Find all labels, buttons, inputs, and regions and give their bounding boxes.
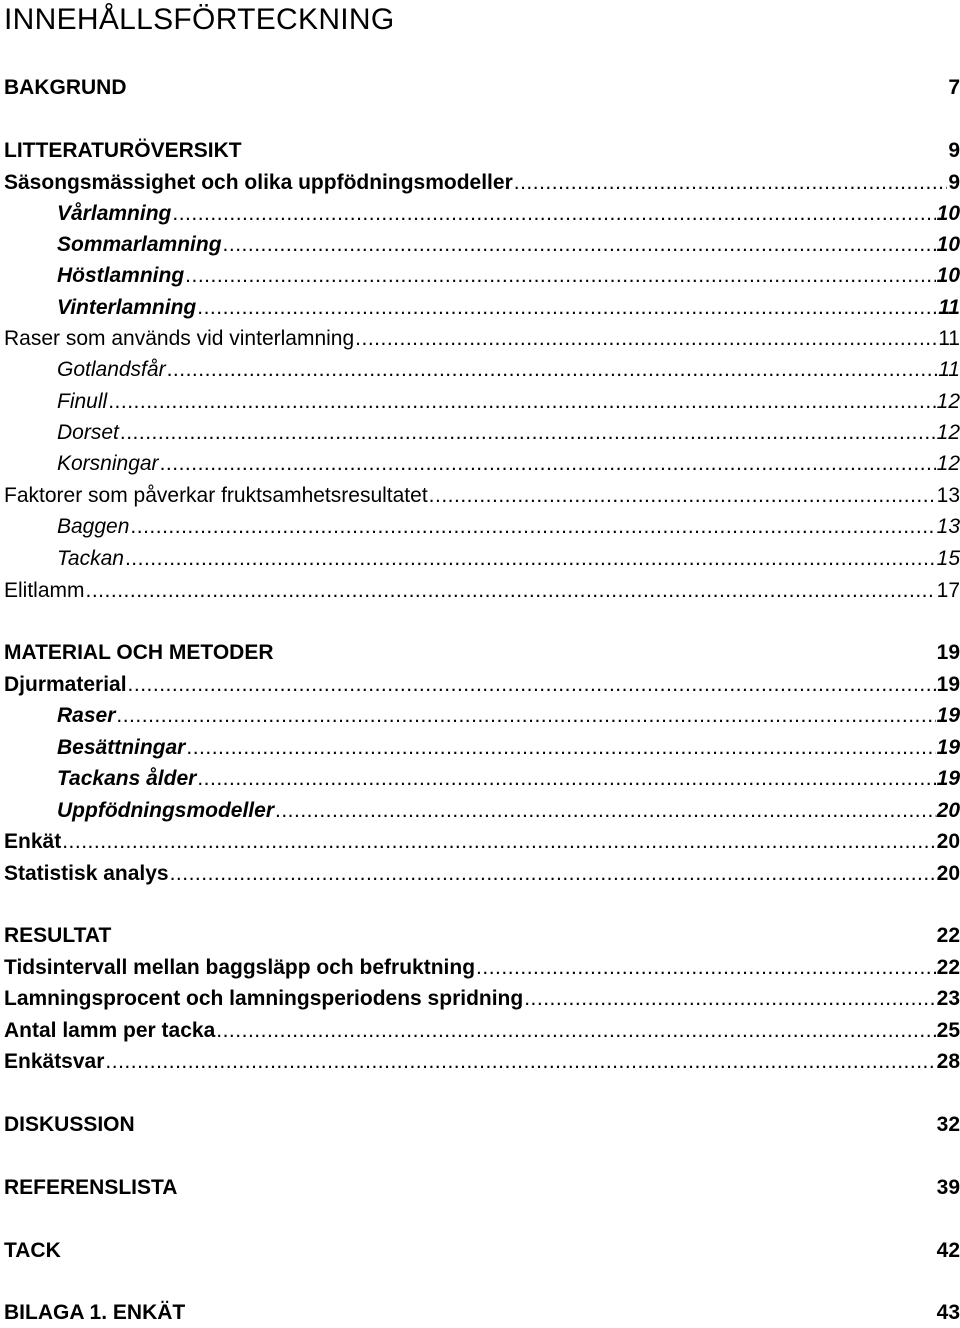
toc-entry-label: Finull xyxy=(57,390,108,413)
toc-section-diskussion[interactable] xyxy=(4,1109,960,1140)
toc-page-number: 19 xyxy=(936,673,960,696)
toc-entry[interactable] xyxy=(4,292,960,323)
toc-page-number: 13 xyxy=(936,515,960,538)
toc-page-number: 32 xyxy=(936,1113,960,1136)
toc-entry[interactable] xyxy=(4,198,960,229)
toc-page-number: 10 xyxy=(936,264,960,287)
toc-entry-label: Elitlamm xyxy=(4,579,85,602)
toc-page-number: 19 xyxy=(936,641,960,664)
toc-page-number: 12 xyxy=(936,452,960,475)
toc-page-number: 19 xyxy=(936,767,960,790)
toc-entry-label: Korsningar xyxy=(57,452,159,475)
toc-page-number: 19 xyxy=(936,704,960,727)
toc-leader-dots xyxy=(120,417,936,448)
toc-leader-dots xyxy=(62,826,935,857)
toc-leader-dots xyxy=(197,763,935,794)
toc-leader-dots xyxy=(170,858,936,889)
toc-page-number: 23 xyxy=(936,987,960,1010)
toc-entry[interactable] xyxy=(4,700,960,731)
toc-entry-label: Tackans ålder xyxy=(57,767,197,790)
toc-page-number: 17 xyxy=(936,579,960,602)
toc-entry[interactable] xyxy=(4,323,960,354)
toc-page-number: 11 xyxy=(938,296,960,319)
toc-leader-dots xyxy=(128,669,936,700)
toc-page-number: 7 xyxy=(948,76,960,99)
toc-section-bilaga-1-enkat[interactable] xyxy=(4,1297,960,1328)
toc-leader-dots xyxy=(216,1015,935,1046)
toc-leader-dots xyxy=(429,480,936,511)
toc-entry-label: Vinterlamning xyxy=(57,296,197,319)
toc-page-number: 12 xyxy=(936,421,960,444)
toc-leader-dots xyxy=(476,952,936,983)
toc-leader-dots xyxy=(160,448,936,479)
toc-leader-dots xyxy=(167,354,938,385)
toc-page-number: 28 xyxy=(936,1050,960,1073)
toc-entry[interactable] xyxy=(4,260,960,291)
toc-entry[interactable] xyxy=(4,354,960,385)
toc-entry-label: RESULTAT xyxy=(4,924,112,947)
toc-entry[interactable] xyxy=(4,858,960,889)
toc-page-number: 19 xyxy=(936,736,960,759)
toc-entry-label: REFERENSLISTA xyxy=(4,1176,178,1199)
toc-page-number: 42 xyxy=(936,1239,960,1262)
toc-entry-label: LITTERATURÖVERSIKT xyxy=(4,139,242,162)
toc-leader-dots xyxy=(105,1046,935,1077)
toc-entry[interactable] xyxy=(4,826,960,857)
toc-entry-label: Tackan xyxy=(57,547,124,570)
toc-page-number: 12 xyxy=(936,390,960,413)
toc-page-number: 9 xyxy=(948,139,960,162)
toc-entry-label: BILAGA 1. ENKÄT xyxy=(4,1301,186,1324)
toc-leader-dots xyxy=(355,323,937,354)
toc-page-number: 25 xyxy=(936,1019,960,1042)
toc-entry-label: Enkät xyxy=(4,830,62,853)
toc-entry[interactable] xyxy=(4,229,960,260)
toc-leader-dots xyxy=(108,386,935,417)
toc-page-number: 11 xyxy=(938,327,960,350)
toc-page-number: 11 xyxy=(938,358,960,381)
toc-entry[interactable] xyxy=(4,1015,960,1046)
toc-page-number: 22 xyxy=(936,956,960,979)
toc-entry-label: Uppfödningsmodeller xyxy=(57,799,274,822)
toc-entry-label: Faktorer som påverkar fruktsamhetsresultatet xyxy=(4,484,428,507)
toc-entry-label: Antal lamm per tacka xyxy=(4,1019,216,1042)
toc-leader-dots xyxy=(125,543,936,574)
toc-page-number: 39 xyxy=(936,1176,960,1199)
toc-entry[interactable] xyxy=(4,763,960,794)
toc-page-number: 9 xyxy=(948,171,960,194)
toc-section-resultat[interactable] xyxy=(4,920,960,951)
toc-section-bakgrund[interactable] xyxy=(4,72,960,103)
toc-page-number: 20 xyxy=(936,799,960,822)
toc-section-material-och-metoder[interactable] xyxy=(4,637,960,668)
toc-page-number: 20 xyxy=(936,830,960,853)
toc-page-number: 10 xyxy=(936,202,960,225)
toc-leader-dots xyxy=(116,700,935,731)
toc-leader-dots xyxy=(197,292,937,323)
toc-leader-dots xyxy=(514,167,948,198)
toc-entry[interactable] xyxy=(4,1046,960,1077)
toc-page-number: 22 xyxy=(936,924,960,947)
toc-page-number: 43 xyxy=(936,1301,960,1324)
toc-entry[interactable] xyxy=(4,795,960,826)
toc-section-litteraturoversikt[interactable] xyxy=(4,135,960,166)
toc-leader-dots xyxy=(172,198,935,229)
toc-entry-label: DISKUSSION xyxy=(4,1113,135,1136)
toc-leader-dots xyxy=(223,229,936,260)
toc-page-number: 10 xyxy=(936,233,960,256)
toc-entry[interactable] xyxy=(4,167,960,198)
toc-entry-label: Enkätsvar xyxy=(4,1050,105,1073)
toc-entry[interactable] xyxy=(4,511,960,542)
toc-page-number: 20 xyxy=(936,862,960,885)
toc-entry[interactable] xyxy=(4,732,960,763)
toc-leader-dots xyxy=(275,795,936,826)
toc-entry[interactable] xyxy=(4,952,960,983)
toc-entry-label: Djurmaterial xyxy=(4,673,127,696)
toc-leader-dots xyxy=(86,575,936,606)
page-title: INNEHÅLLSFÖRTECKNING xyxy=(4,3,395,36)
toc-entry-label: Raser som används vid vinterlamning xyxy=(4,327,355,350)
toc-entry[interactable] xyxy=(4,448,960,479)
toc-entry-label: Raser xyxy=(57,704,116,727)
toc-page-number: 13 xyxy=(936,484,960,507)
toc-entry-label: Statistisk analys xyxy=(4,862,169,885)
toc-entry-label: Gotlandsfår xyxy=(57,358,166,381)
toc-entry[interactable] xyxy=(4,669,960,700)
toc-entry-label: Säsongsmässighet och olika uppfödningsmodeller xyxy=(4,171,513,194)
toc-leader-dots xyxy=(186,732,935,763)
toc-entry[interactable] xyxy=(4,386,960,417)
toc-entry-label: Dorset xyxy=(57,421,119,444)
toc-entry-label: Besättningar xyxy=(57,736,186,759)
toc-section-referenslista[interactable] xyxy=(4,1172,960,1203)
toc-entry[interactable] xyxy=(4,983,960,1014)
toc-leader-dots xyxy=(130,511,935,542)
toc-entry-label: Vårlamning xyxy=(57,202,172,225)
toc-entry-label: BAKGRUND xyxy=(4,76,127,99)
toc-page-number: 15 xyxy=(936,547,960,570)
toc-entry[interactable] xyxy=(4,575,960,606)
toc-entry-label: Höstlamning xyxy=(57,264,185,287)
toc-entry-label: Baggen xyxy=(57,515,130,538)
toc-entry[interactable] xyxy=(4,417,960,448)
toc-entry[interactable] xyxy=(4,480,960,511)
toc-leader-dots xyxy=(524,983,935,1014)
toc-entry-label: Tidsintervall mellan baggsläpp och befruktning xyxy=(4,956,476,979)
toc-entry-label: TACK xyxy=(4,1239,61,1262)
toc-entry-label: Lamningsprocent och lamningsperiodens spridning xyxy=(4,987,524,1010)
toc-leader-dots xyxy=(185,260,935,291)
toc-entry-label: Sommarlamning xyxy=(57,233,222,256)
toc-entry-label: MATERIAL OCH METODER xyxy=(4,641,274,664)
toc-entry[interactable] xyxy=(4,543,960,574)
toc-section-tack[interactable] xyxy=(4,1235,960,1266)
